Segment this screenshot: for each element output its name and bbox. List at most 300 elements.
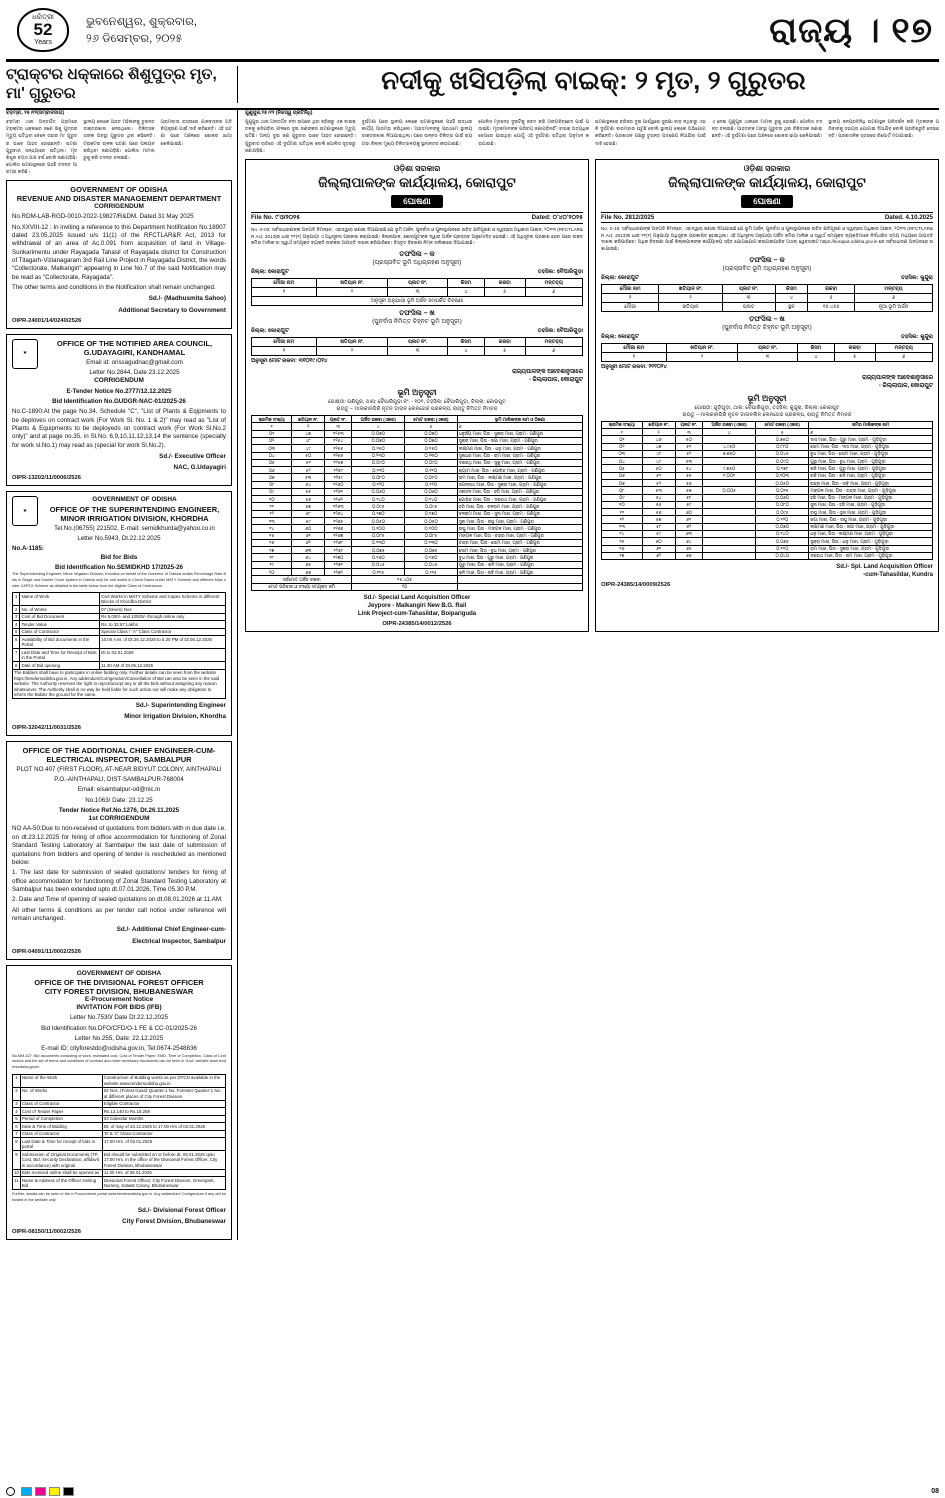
cell-val: Dt.to 02.01.2026 (100, 649, 226, 662)
ad-elec-title2: ELECTRICAL INSPECTOR, SAMBALPUR (46, 754, 192, 764)
col-header: କିସମ (447, 278, 484, 287)
ad-mid-bidid: Bid Identification No.SEMIDKHD 17/2025-26 (55, 563, 183, 571)
col-header: ଭୂମି ମାଲିକଙ୍କ ନାମ ଓ ଠିକଣା (457, 416, 582, 423)
cell: ରବି ମାଝୀ, ପିତା - ଶନି ମାଝୀ, ଗ୍ରାମ - ଗୁଡ଼ିଗୁଡ଼ା (809, 472, 933, 479)
col-header: ମୌଜା ନାମ (252, 337, 317, 346)
cell: ୫୪ (292, 481, 325, 488)
cell: ୪୭ (292, 430, 325, 437)
cell: ୧୨୬୩ (325, 503, 352, 510)
cell: ସୁନା ମାଝୀ, ପିତା - ହରି ମାଝୀ, ଗ୍ରାମ - ଗୁଡ଼ିଗୁଡ଼ା (809, 501, 933, 508)
cell: ୫୫ (642, 501, 675, 508)
date-line-2: ୨୬ ଡିସେମ୍ବର, ୨୦୨୫ (86, 33, 183, 45)
col-header: ମୌଜା ନାମ (602, 343, 667, 352)
ad-forest-type: INVITATION FOR BIDS (IFB) (76, 1004, 162, 1012)
cell: ୦୯ (602, 494, 643, 501)
table-row (252, 488, 583, 495)
ad-revenue-ref: No.RDM-LAB-RGD-0010-2022-19827/R&DM. Dated 31 May 2025 (12, 213, 194, 221)
cell: ୧ (252, 287, 317, 296)
table-row (602, 545, 933, 552)
cell: ୫୭ (642, 516, 675, 523)
cell-val: Bid should be submitted on or before dt. 05.01.2026 upto 17:00 Hrs. in the office of the Divisional Forest Officer, City Forest Division, Bhubaneswar (102, 1151, 225, 1170)
logo-years-number: 52 (33, 20, 53, 40)
gov-left-land-sub2: ରାୟତୁ – ମାଲକାନଗିରି ନୂତନ ଡାଉନ ଲେନଗେଜ ପ୍ରକଳ୍ପ, ରାୟତୁ ନିମିତ୍ତ ନିମ୍ନଜ (336, 406, 498, 413)
cell: ୦.୧୭୦ (405, 510, 458, 517)
swatch-magenta (35, 1487, 46, 1496)
cell (703, 494, 756, 501)
gov-left-table-a (251, 278, 583, 306)
cell: ୬୪ (675, 538, 702, 545)
cell: ୬ (855, 293, 933, 302)
cell: ୧୨୫୯ (325, 474, 352, 481)
table-row (13, 1138, 226, 1151)
cell: ଜଗନ୍ନାଥ ମାଝୀ, ପିତା - ସୁକ୍ରା ମାଝୀ, ଗ୍ରାମ - ଗଣିପୁର (457, 481, 582, 488)
cell-val: 03 Calendar Months (102, 1115, 225, 1123)
cell-sl: 1 (13, 593, 20, 606)
ad-elec-tender: Tender Notice Ref.No.1276, Dt.26.11.2025 (58, 807, 180, 814)
ad-forest-body: No.MM-427: Bid documents consisting of work, estimated cost, Cost of Tender Paper, EMD, Time of Completion, Class of Contractors and the set of terms and conditions of contract and other necessary documents can be seen in Govt. website www.tendersodisha.gov.in (12, 1053, 226, 1069)
cell: ୪୮ (292, 437, 325, 444)
right-column (238, 110, 939, 1240)
cell: ୧୩ (252, 518, 292, 525)
cell: ୨ (659, 293, 722, 302)
cell: ୦୪ (252, 452, 292, 459)
ad-elec-email: Email: eisambalpur-od@nic.in (77, 786, 161, 794)
cell: ୬୦ (642, 538, 675, 545)
cell: ୧୫ (602, 538, 643, 545)
cell: ରଘୁ ମାଝୀ, ପିତା - ସୁନା ମାଝୀ, ଗ୍ରାମ - ଗୁଡ଼ିଗୁଡ଼ା (809, 509, 933, 516)
cell: ୦.୦୭୦ (405, 437, 458, 444)
cell-key: Tender Value (20, 621, 100, 629)
table-header-row (602, 343, 933, 352)
cell: ଜଗା ମାଝୀ, ପିତା - ରଘୁ ମାଝୀ, ଗ୍ରାମ - ଗୁଡ଼ିଗୁଡ଼ା (809, 516, 933, 523)
government-emblem-icon: ★ (12, 339, 38, 369)
table-row (602, 530, 933, 537)
cell: ୩ (388, 287, 448, 296)
ad-notified-area-council (6, 334, 232, 487)
table-row (252, 481, 583, 488)
ad-elec-addr1: PLOT NO.407 (FIRST FLOOR), AT-NEAR BIDYUT COLONY, AINTHAPALI (16, 765, 222, 773)
government-notices (245, 159, 939, 632)
cell-key: Bids received online shall be opened as (20, 1169, 102, 1177)
ad-elec-point2: 2. Date and Time of opening of sealed quotations on dt.08.01.2026 at 11.AM. (12, 896, 223, 904)
cell: ୫ (756, 429, 809, 436)
table-row (13, 1169, 226, 1177)
cell: ୧୨ (602, 516, 643, 523)
cell: ରଘୁ ମାଝୀ, ପିତା - ମଙ୍ଗଳ ମାଝୀ, ଗ୍ରାମ - ଗଣିପୁର (457, 525, 582, 532)
table-total-row-2 (252, 583, 583, 590)
ad-revenue-body2: The other terms and conditions in the Notification shall remain unchanged. (12, 284, 216, 292)
cell: ୩ (722, 293, 775, 302)
col-header: ରକବା (808, 284, 855, 293)
cell: ୫୧ (675, 443, 702, 450)
cell: ୦.୦୯୫ (352, 503, 405, 510)
ad-nac-body: No.C-1890:At the page No.34, Schedule "C", "List of Plants & Eqipments to be deploves on contract work (For Work Sl. No. 1 & 2)" may read as "List of Plants & Equipments to be deployeds on contract work (For Work Sl.No.2 only)" and at page no.35, in Sl.No. 6,9,10,11,12,13,14 the sentence (specially for work sl.No.1) may read as (special for work Sl.No.2). (12, 408, 226, 449)
cell: ୫୧ (292, 459, 325, 466)
cell: ବଳରାମ ମାଝୀ, ପିତା - ସୁନା ମାଝୀ, ଗ୍ରାମ - ଗଣିପୁର (457, 510, 582, 517)
table-row (252, 287, 583, 296)
cell: ୯.୭୫୦ (703, 465, 756, 472)
table-row (252, 459, 583, 466)
table-row (602, 352, 933, 361)
cell: ୫୧ (642, 472, 675, 479)
cell: ୬ (457, 423, 582, 430)
cell: ସନାତନ ମାଝୀ, ପିତା - ହରି ମାଝୀ, ଗ୍ରାମ - ଗଣିପୁର (457, 488, 582, 495)
cell: ୦.୮୮୦ (756, 443, 809, 450)
table-row (602, 523, 933, 530)
col-header: ମୋଟ ରକବା (ଏକର) (756, 421, 809, 428)
cell: ୪୭ (642, 443, 675, 450)
gov-left-file-no: File No. ୯'ଓ/୨୦୨୫ (251, 213, 301, 221)
cell: ୧୨୭୦ (325, 554, 352, 561)
ad-mid-sign1: Sd./- Superintending Engineer (135, 702, 226, 710)
cell: ୫୫ (292, 488, 325, 495)
col-header: ପ୍ଲଟ ନଂ. (388, 278, 448, 287)
cell: ୪ (352, 423, 405, 430)
cell: ୫୯ (642, 530, 675, 537)
cell: ଦଶରଥ ମାଝୀ, ପିତା - ରାମ ମାଝୀ, ଗ୍ରାମ - ଗୁଡ଼ିଗୁଡ଼ା (809, 552, 933, 559)
cell: ୬୧ (292, 532, 325, 539)
table-row (602, 302, 933, 311)
cell: ୦.୦୮୫ (405, 532, 458, 539)
gov-right-oipr: OIPR-24385/14/0009/2526 (601, 582, 671, 589)
gov-left-sign1: Sd./- Special Land Acquisition Officer (363, 594, 471, 601)
cell: ୬୨ (675, 523, 702, 530)
cell: ୦୮ (602, 487, 643, 494)
gov-right-table-a (601, 284, 933, 312)
table-row (252, 430, 583, 437)
col-header: ମନ୍ତବ୍ୟ (875, 343, 933, 352)
cell: ୦.୧୨୦ (405, 481, 458, 488)
cell: ୫୬ (642, 509, 675, 516)
table-row (13, 1108, 226, 1116)
print-registration-footer (0, 1484, 945, 1498)
cell-val: Civil Works in MATY Scheme and Capex Scheme in different Blocks of Khordha District (100, 593, 226, 606)
cell: ୦.୦୯୫ (756, 509, 809, 516)
ad-elec-type: 1st CORRIGENDUM (88, 815, 150, 823)
total-label: ସର୍ବମୋଟ ଅର୍ଜିତ ରକବା (252, 576, 352, 583)
col-header: ରକବା (834, 343, 875, 352)
gov-right-tag: ଘୋଷଣା (741, 195, 792, 208)
cell: ୦.୦୪୫ (405, 561, 458, 568)
cell: ଲକ୍ଷ୍ମଣ ମାଝୀ, ପିତା - ଜଗା ମାଝୀ, ଗ୍ରାମ - ଗୁଡ଼ିଗୁଡ଼ା (809, 523, 933, 530)
table-row (252, 423, 583, 430)
cell: ସୋମ ମାଝୀ, ପିତା - ଦାସ ମାଝୀ, ଗ୍ରାମ - ଗୁଡ଼ିଗୁଡ଼ା (809, 443, 933, 450)
table-row (602, 480, 933, 487)
cell: ୦୬ (602, 472, 643, 479)
cell: ୧୨୫୩ (325, 430, 352, 437)
col-header: ମୌଜା ନାମ (252, 278, 317, 287)
cell-sl: 7 (13, 649, 20, 662)
cell-key: Cost of Bid Document (20, 613, 100, 621)
table-row (252, 554, 583, 561)
gov-right-district-b: ଜିଲ୍ଲା: କୋରାପୁଟ (601, 333, 639, 340)
cell: ୦.୧୭୦ (352, 510, 405, 517)
ad-revenue-oipr: OIPR-24001/14/0240/2526 (12, 317, 82, 324)
cell: ୬ (525, 287, 583, 296)
ad-nac-type: CORRIGENDUM (94, 377, 144, 385)
cell: ୫୭ (292, 503, 325, 510)
cell: ୧୧ (252, 503, 292, 510)
ad-nac-title1: OFFICE OF THE NOTIFIED AREA COUNCIL, (56, 338, 213, 348)
cell: ରାମ ମାଝୀ, ପିତା - ଲକ୍ଷ୍ମଣ ମାଝୀ, ଗ୍ରାମ - ଗଣିପୁର (457, 474, 582, 481)
gov-left-date: Dated: ୦'୪୦'୨୦୨୫ (531, 213, 583, 221)
cell: ୧୨୭୧ (325, 561, 352, 568)
cell: ୦.୧୫୦ (352, 445, 405, 452)
cell: ଶନି ମାଝୀ, ପିତା - ଗୁରୁ ମାଝୀ, ଗ୍ରାମ - ଗୁଡ଼ିଗୁଡ଼ା (809, 465, 933, 472)
cell: ୫୬ (675, 480, 702, 487)
table-row (602, 293, 933, 302)
cell: ୫୩ (292, 474, 325, 481)
cell: ୧୨୫୫ (325, 445, 352, 452)
cell: ୫୦ (292, 452, 325, 459)
gov-right-signature (601, 563, 933, 579)
headline-left: ଟ୍ରାକ୍ଟର ଧକ୍କାରେ ଶିଶୁପୁତ୍ର ମୃତ, ମା' ଗୁରୁତର (6, 66, 238, 103)
cell: ୬ (525, 346, 583, 355)
cell: ୦.୧୩୦ (405, 539, 458, 546)
cell: ଶନି ମାଝୀ, ପିତା - ରବି ମାଝୀ, ଗ୍ରାମ - ଗଣିପୁର (457, 569, 582, 576)
cell (703, 516, 756, 523)
cell: ୩ (738, 352, 798, 361)
cell: ୪ (447, 346, 484, 355)
swatch-yellow (49, 1487, 60, 1496)
cell: ୦୭ (252, 474, 292, 481)
cell (703, 545, 756, 552)
table-row (13, 613, 226, 621)
cell: ୦.୦୧୫ (756, 487, 809, 494)
cell: ୦.୧୪୦ (756, 530, 809, 537)
cell: ୧୩ (602, 523, 643, 530)
gov-left-land-head: ଭୂମି ଅନୁସୂଚୀ (397, 388, 437, 398)
cell: ୪ (447, 287, 484, 296)
cell: ୦୨ (602, 443, 643, 450)
cell: ୦.୭୫୦ (756, 436, 809, 443)
ad-nac-title2: G.UDAYAGIRI, KANDHAMAL (83, 347, 186, 357)
cell (703, 509, 756, 516)
gov-right-district: ଜିଲ୍ଲା: କୋରାପୁଟ (601, 274, 639, 281)
cell: ୬୦ (675, 509, 702, 516)
cell: ୦.୧୫୦ (405, 445, 458, 452)
cell: ୧୨ (252, 510, 292, 517)
cell: ୧୨୫୬ (325, 452, 352, 459)
ad-mid-intro: The Superintending Engineer, Minor Irrigation Division, Khordha on behalf of the Governor of Odisha invites Percentage Rate Bids in Single and Double Cover system in Odisha only for civil works in Check Dams under MATY Scheme and different Mips under CAPEX Scheme as detailed in the table below from the eligible Class of Contractors. (12, 572, 226, 588)
cell: ମୌଜା (602, 302, 659, 311)
table-header-row (602, 421, 933, 428)
col-header: ଅର୍ଜିତ ରକବା (ଏକର) (703, 421, 756, 428)
cell-val: 10.00 A.M. of Dt.26.12.2025 to 5.30 PM of Dt.05.12.2025 (100, 636, 226, 649)
gov-right-tahasil: ତହସିଲ: କୁନ୍ଦୁରା (901, 274, 933, 281)
cell (703, 436, 756, 443)
ad-mid-contact: Tel.No.(06755) 221502, E-mail: semidkhurda@yahoo.co.in (54, 524, 215, 532)
gov-left-auth-line2: - ଜିଲ୍ଲାପାଳ, କୋରାପୁଟ (528, 376, 583, 383)
table-row (602, 429, 933, 436)
cell: ଧନୁ ମାଝୀ, ପିତା - ଲକ୍ଷ୍ମଣ ମାଝୀ, ଗ୍ରାମ - ଗୁଡ଼ିଗୁଡ଼ା (809, 530, 933, 537)
government-emblem-icon: ★ (12, 496, 38, 526)
cell: ୦.୦୬୦ (756, 494, 809, 501)
cell: ୦.୦୯୦ (405, 459, 458, 466)
cell-val: Rs.13,140 to Rs.18,259 (102, 1108, 225, 1116)
cell: ୦.୦୫୦ (405, 518, 458, 525)
cell-note: The Bidders shall have to participate in online bidding only. Further details can be seen from the website https://tendersodisha.gov.in. Any addendum/Corrigendum/Cancellation of Bid can also be seen in the said website. The Authority reserves the right to reject/accept any or all the bids without assigning any reason whatsoever. The Authority shall in no way be held liable for such action nor will make any obligation to inform the Bidder the ground for the same. (13, 669, 226, 699)
date-line-1: ଭୁବନେଶ୍ୱର, ଶୁକ୍ରବାର, (86, 16, 198, 29)
cell-val: Rs 5,000/- and 10000/- through online only (100, 613, 226, 621)
cell: ମଙ୍ଗଳ ମାଝୀ, ପିତା - ଚନ୍ଦ୍ର ମାଝୀ, ଗ୍ରାମ - ଗୁଡ଼ିଗୁଡ଼ା (809, 487, 933, 494)
cell: ୧୧ (602, 509, 643, 516)
ad-forest-table (12, 1074, 226, 1191)
ad-forest-note: Further, details can be seen in the e-Procurement portal www.tendersodisha.gov.in. Any addendum/ Corrigendum if any will be hosted in the website only. (12, 1192, 226, 1202)
cell: ୧୭ (252, 547, 292, 554)
cell: ୦୧ (252, 430, 292, 437)
col-header: ପ୍ଲଟ ନଂ. (675, 421, 702, 428)
col-header: ଖତିୟାନ ନଂ. (316, 337, 388, 346)
table-row (252, 452, 583, 459)
cell-key: Last Date & Time for receipt of bids in portal (20, 1138, 102, 1151)
ad-nac-sign2: NAC, G.Udayagiri (173, 464, 226, 472)
cell: ୧.୦୦୧ (703, 472, 756, 479)
section-title: ରାଜ୍ୟ । ୧୭ (769, 10, 933, 50)
cell: ଖତିୟାନ (659, 302, 722, 311)
left-story-para-2: ଗ୍ରାମବାସୀ ରାସ୍ତାରେ ଯାନବାହନର ଗତି ନିୟନ୍ତ୍ରଣ ପାଇଁ ଦାବି କରିଛନ୍ତି। ଏହି ଘଟଣା ପରେ ଅଞ୍ଚଳରେ ଶୋକର ଛାୟା ଖେଳିଯାଇଛି। (160, 119, 232, 146)
total-value-2: ୨୦ (352, 583, 457, 590)
left-column (6, 110, 238, 1240)
cell: ୦.୧୨୦ (352, 481, 405, 488)
cell: ୪ (797, 352, 834, 361)
cell: ୧୭ (602, 552, 643, 559)
cell: ୧ (602, 293, 659, 302)
table-header-row (252, 278, 583, 287)
cell: ୬୬ (292, 569, 325, 576)
cell-val: Divisional Forest Officer, City Forest Division, Greenpark, Nursery, Satwat Colony, Bhubaneswar (102, 1177, 225, 1190)
cell-sl: 9 (13, 1151, 21, 1170)
cell: ୧୨୬୭ (325, 532, 352, 539)
cell: ୬୧ (675, 516, 702, 523)
ad-minor-irrigation (6, 491, 232, 735)
cell: ୦.୦୮୦ (756, 501, 809, 508)
gov-left-tahasil-b: ତହସିଲ: ବୈପାରିଗୁଡ଼ା (537, 327, 583, 334)
total-value: ୧୫.୪୦୫ (352, 576, 457, 583)
swatch-black (63, 1487, 74, 1496)
cell: ୪ (703, 429, 756, 436)
cell-val: Special Class / "A" Class Contractor (100, 628, 226, 636)
cell-val: Eligible Contractor (102, 1100, 225, 1108)
col-header: ଖତିୟାନ ନଂ. (292, 416, 325, 423)
cell: ୦.୧୦୦ (405, 525, 458, 532)
ad-elec-sign2: Electrical Inspector, Sambalpur (132, 937, 226, 945)
cell: ୬୫ (675, 545, 702, 552)
cell: ୧୪ (602, 530, 643, 537)
ad-forest-letter: Letter No.7530/ Date Dt.22.12.2025 (69, 1014, 169, 1022)
gov-right-land-head: ଭୂମି ଅନୁସୂଚୀ (747, 393, 787, 403)
cell: ୫୯ (675, 501, 702, 508)
gov-left-govt: ଓଡ଼ିଶା ସରକାର (393, 163, 441, 173)
ad-mid-bidline: Bid for Bids (100, 553, 138, 561)
cell: ୦୫ (602, 465, 643, 472)
ad-forest-title1: OFFICE OF THE DIVISIONAL FOREST OFFICER (34, 977, 204, 987)
cell-sl: 6 (13, 1123, 21, 1131)
ad-forest-title2: CITY FOREST DIVISION, BHUBANESWAR (44, 986, 194, 996)
gov-right-date: Dated. 4.10.2025 (884, 213, 933, 221)
cell: ସୁନାଧର ମାଝୀ, ପିତା - ରାମ ମାଝୀ, ଗ୍ରାମ - ଗଣିପୁର (457, 452, 582, 459)
cell: ୦.୦୬୦ (352, 488, 405, 495)
left-story-para-0: ବଡ଼ମ୍ବା ଥାନା ଅନ୍ତର୍ଗତ ଗ୍ରାମରେ ଟ୍ରାକ୍ଟର ଧକ୍କାରେ ଜଣେ ଶିଶୁ ପୁତ୍ରର ମୃତ୍ୟୁ ଘଟିଥିବା ବେଳେ ତାହାର ମା' ଗୁରୁତର ଭାବେ ଆହତ ହୋଇଛନ୍ତି। ଘଟଣା ଗୁରୁବାର ସନ୍ଧ୍ୟାରେ ଘଟିଥିଲା। ମୃତ ଶିଶୁର ବୟସ ପାଞ୍ଚ ବର୍ଷ ବୋଲି ଜଣାପଡ଼ିଛି। ପୋଲିସ ଘଟଣାସ୍ଥଳରେ ପହଞ୍ଚି ତଦନ୍ତ ଆରମ୍ଭ କରିଛି। (6, 119, 78, 174)
cell: ୧୫.୪୫୫ (808, 302, 855, 311)
cell-key: No. of Works (20, 1087, 102, 1100)
col-header: ରକବା (484, 337, 525, 346)
cell: ୫୦ (675, 436, 702, 443)
cell: ୦୨ (252, 437, 292, 444)
cell: ୦.୦୬୦ (405, 488, 458, 495)
masthead (6, 4, 939, 62)
logo-word-top: ଧରିତ୍ରୀ (32, 13, 54, 21)
table-row (252, 445, 583, 452)
cell (703, 552, 756, 559)
gov-left-tag: ଘୋଷଣା (391, 195, 442, 208)
ad-mid-sign2: Minor Irrigation Division, Khordha (124, 713, 226, 721)
gov-right-land-table (601, 421, 933, 560)
gov-notice-kundra (595, 159, 939, 632)
gov-left-body: No. X-03: ସର୍ବସାଧାରଣଙ୍କ ଅବଗତି ନିମନ୍ତେ, ଏହାଦ୍ୱାରା ଜଣାଇ ଦିଆଯାଉଛି ଯେ ଭୂମି ଅର୍ଜନ, ପୁନର୍ବାସ ଓ ପୁନଃସ୍ଥାପନରେ ଉଚିତ କ୍ଷତିପୂରଣ ଓ ସ୍ୱଚ୍ଛତା ଅଧିକାର ଆଇନ, ୨୦୧୩ (RFCTLAR&R Act, 2013)ର ଧାରା ୧୧(୧) ଅନୁଯାୟୀ ଏ ଅଧିସୂଚନା ପ୍ରକାଶ କରାଯାଉଛି। ଜିଲ୍ଲାପାଳ, କୋରାପୁଟଙ୍କ ଦ୍ୱାରା ଅର୍ଜନ ପ୍ରସ୍ତାବ ଅନୁମୋଦିତ ହୋଇଛି। ଏହି ଅଧିସୂଚନା ପ୍ରକାଶ ହେବା ପରେ ଉକ୍ତ ଜମିର ମାଲିକ ବା ସ୍ୱାର୍ଥ ସମ୍ପୃକ୍ତ ବ୍ୟକ୍ତି ତାଙ୍କର ଆପତ୍ତି ଦାଖଲ କରିପାରିବେ। ବିସ୍ତୃତ ବିବରଣୀ ନିମ୍ନ ତାଲିକାରେ ଦିଆଯାଇଛି। (251, 226, 583, 246)
gov-left-oipr: OIPR-24385/14/0012/2526 (382, 621, 452, 628)
cell-val: Dt. of may of 23.12.2025 to 17.00 Hrs of 02.01.2026 (102, 1123, 225, 1131)
col-header: ଅର୍ଜିତ ରକବା (ଏକର) (352, 416, 405, 423)
cell: ୦.୦୭୦ (352, 437, 405, 444)
cell-sl: 4 (13, 621, 20, 629)
table-row (602, 436, 933, 443)
col-header: କିସମ (775, 284, 808, 293)
ad-revenue-sign1: Sd./- (Madhusmita Sahoo) (148, 295, 226, 303)
gov-left-tahasil: ତହସିଲ: ବୈପାରିଗୁଡ଼ା (537, 268, 583, 275)
cell: ୧୨୬୯ (325, 547, 352, 554)
cell-key: Last Date and Time for Receipt of Bids in the Portal (20, 649, 100, 662)
cell: ୦.୧୬୦ (405, 554, 458, 561)
gov-left-schedule-b-title: ତଫସିଲ – ଖ (399, 309, 435, 317)
cell: ୦.୧୬୦ (352, 554, 405, 561)
cell: ୦.୦୯୦ (756, 458, 809, 465)
swatch-cyan (21, 1487, 32, 1496)
cell: ୦.୦୯୫ (405, 503, 458, 510)
table-row (252, 437, 583, 444)
ad-revenue-gov: GOVERNMENT OF ODISHA (70, 185, 168, 195)
cell (703, 480, 756, 487)
table-row (252, 569, 583, 576)
cell-sl: 6 (13, 636, 20, 649)
cell: ୫୦ (642, 465, 675, 472)
cell-sl: 11 (13, 1177, 21, 1190)
cell: ହରି ମାଝୀ, ପିତା - ବଳରାମ ମାଝୀ, ଗ୍ରାମ - ଗଣିପୁର (457, 503, 582, 510)
ad-elec-body2: All other terms & conditions as per tender call notice under reference will remain unchanged. (12, 906, 226, 923)
cell-key: Cost of Tender Paper (20, 1108, 102, 1116)
cell: ୫୩ (642, 487, 675, 494)
table-row (252, 518, 583, 525)
cell: ୦.୧୪୦ (405, 496, 458, 503)
ad-elec-addr2: P.O.-AINTHAPALI, DIST-SAMBALPUR-768004 (54, 775, 184, 783)
cell: ୦.୦୪୫ (756, 450, 809, 457)
table-row (13, 1074, 226, 1087)
table-row (602, 443, 933, 450)
cell: ଦାସ ମାଝୀ, ପିତା - ଗୁରୁ ମାଝୀ, ଗ୍ରାମ - ଗୁଡ଼ିଗୁଡ଼ା (809, 436, 933, 443)
gov-notice-boipariguda (245, 159, 589, 632)
ad-mid-title1: OFFICE OF THE SUPERINTENDING ENGINEER, (49, 504, 220, 514)
ad-elec-point1: 1. The last date for submission of sealed quotations/ tenders for hiring of office accommodation for functioning of Zonal Standard Testing Laboratory at Sambalpur has been extended upto dt.07.01.2026, Time 05.30 P.M. (12, 869, 226, 893)
table-row (13, 1087, 226, 1100)
cell: ୧୨୭୨ (325, 569, 352, 576)
cell-val: 11.00 Hrs. of 06.01.2026 (102, 1169, 225, 1177)
cell-val: 11.30 AM of Dt.06.12.2025 (100, 662, 226, 670)
cell-key: Name & Address of the Officer Inviting Bid (20, 1177, 102, 1190)
cell-sl: 1 (13, 1074, 21, 1087)
table-row (13, 1115, 226, 1123)
cell: ୦.୦୭୦ (352, 430, 405, 437)
cell: ୨ (316, 287, 388, 296)
